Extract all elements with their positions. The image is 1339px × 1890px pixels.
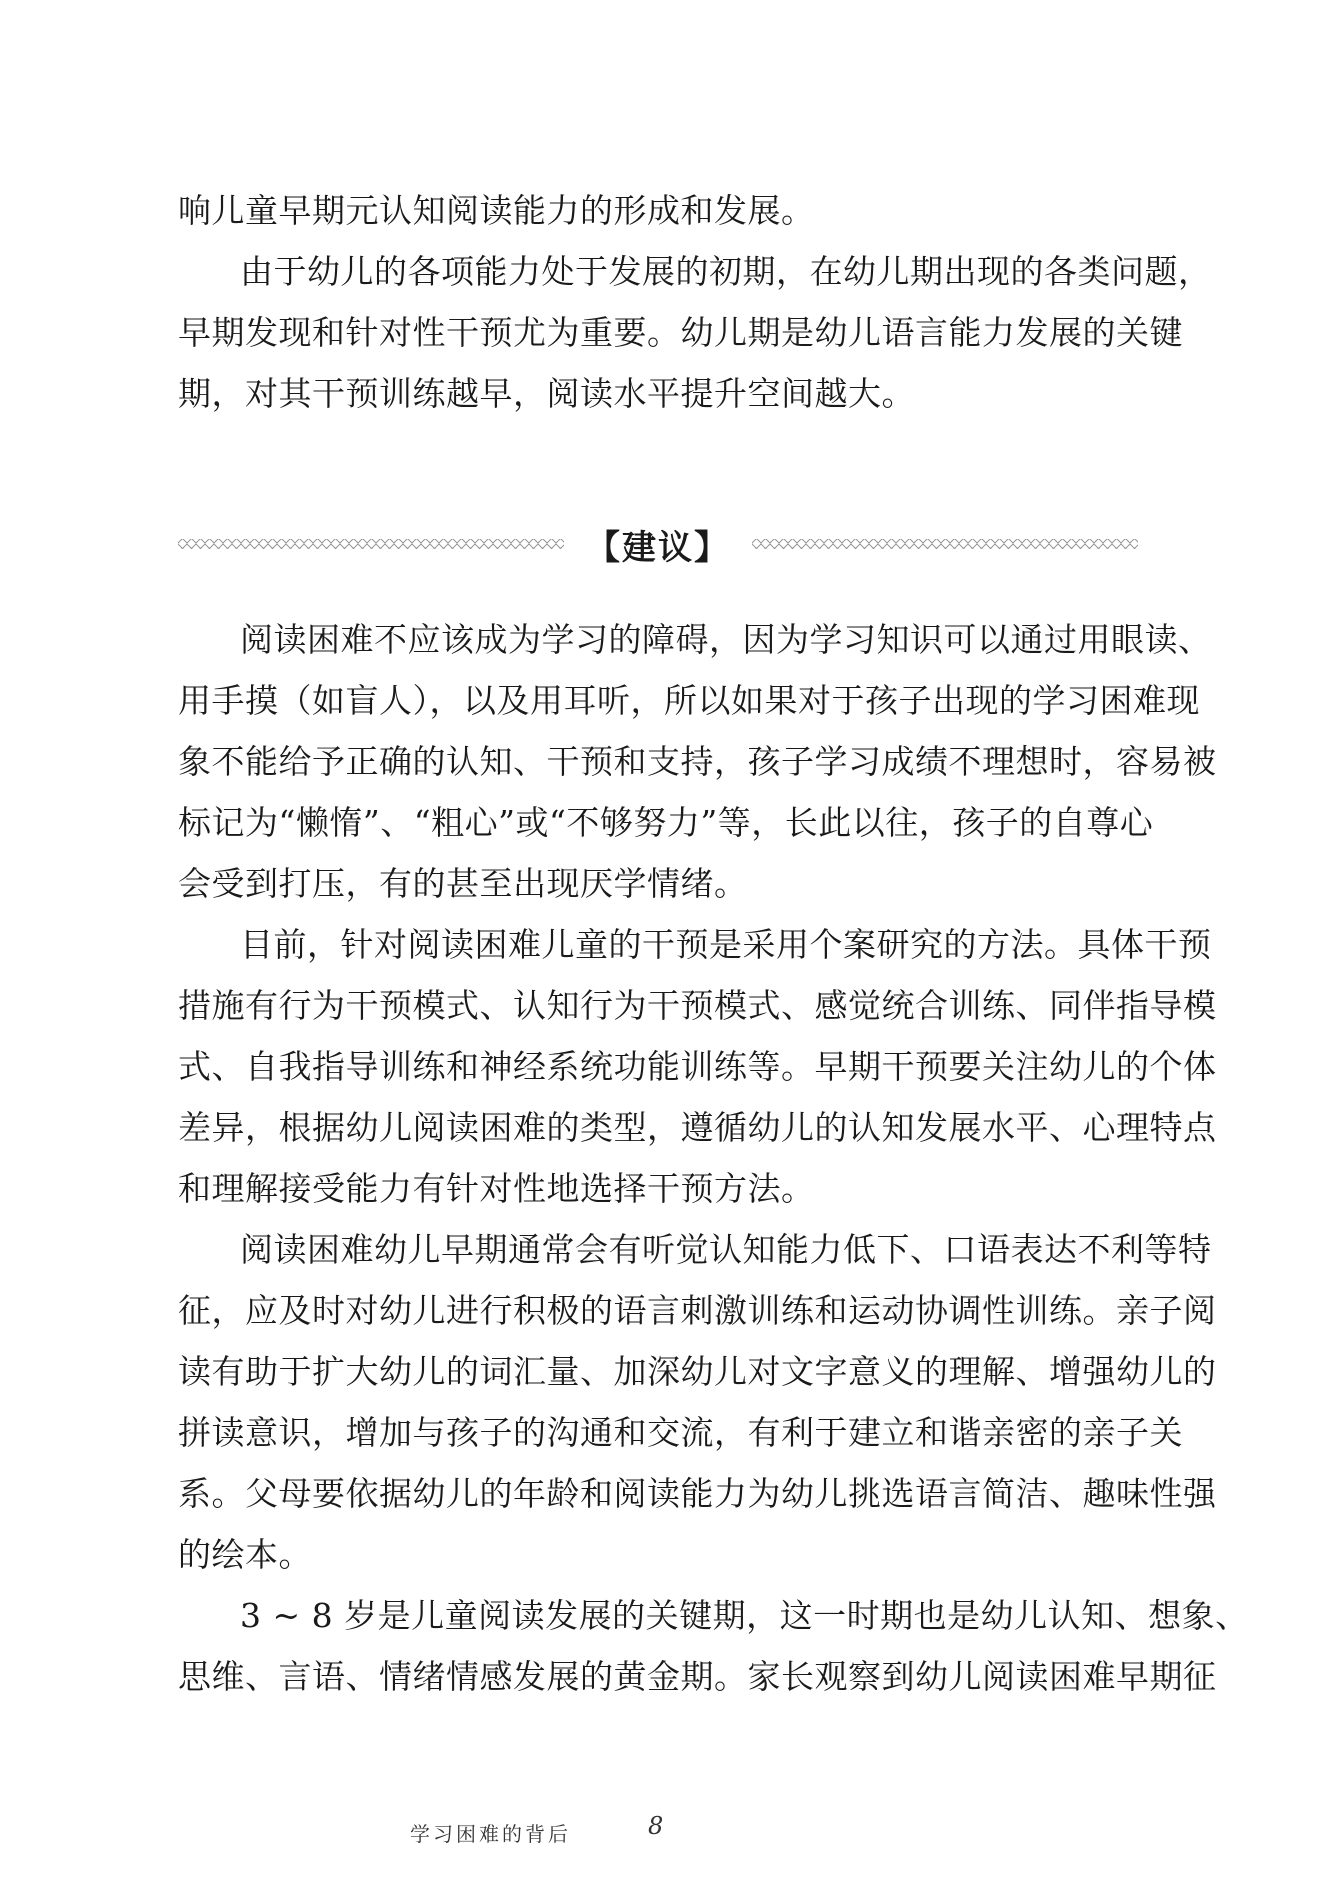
paragraph-line: 目前，针对阅读困难儿童的干预是采用个案研究的方法。具体干预 bbox=[240, 925, 1212, 964]
paragraph-line: 用手摸（如盲人），以及用耳听，所以如果对于孩子出现的学习困难现 bbox=[178, 681, 1200, 720]
paragraph-line: 和理解接受能力有针对性地选择干预方法。 bbox=[178, 1169, 815, 1208]
paragraph-line: 3 ~ 8 岁是儿童阅读发展的关键期，这一时期也是幼儿认知、想象、 bbox=[240, 1596, 1249, 1635]
intro-text bbox=[178, 180, 1212, 424]
paragraph-line: 差异，根据幼儿阅读困难的类型，遵循幼儿的认知发展水平、心理特点 bbox=[178, 1108, 1217, 1147]
paragraph-line: 象不能给予正确的认知、干预和支持，孩子学习成绩不理想时，容易被 bbox=[178, 742, 1217, 781]
ornament-right bbox=[752, 539, 1138, 549]
paragraph-line: 措施有行为干预模式、认知行为干预模式、感觉统合训练、同伴指导模 bbox=[178, 986, 1217, 1025]
footer-book-title: 学习困难的背后 bbox=[410, 1822, 571, 1846]
ornament-left bbox=[178, 539, 564, 549]
paragraph-line: 会受到打压，有的甚至出现厌学情绪。 bbox=[178, 864, 748, 903]
body-text bbox=[178, 609, 1249, 1707]
paragraph-line: 式、自我指导训练和神经系统功能训练等。早期干预要关注幼儿的个体 bbox=[178, 1047, 1217, 1086]
section-heading: 【建议】 bbox=[586, 527, 730, 568]
paragraph-line: 阅读困难幼儿早期通常会有听觉认知能力低下、口语表达不利等特 bbox=[240, 1230, 1212, 1269]
paragraph-line: 系。父母要依据幼儿的年龄和阅读能力为幼儿挑选语言简洁、趣味性强 bbox=[178, 1474, 1217, 1513]
paragraph-line: 阅读困难不应该成为学习的障碍，因为学习知识可以通过用眼读、 bbox=[240, 620, 1212, 659]
paragraph-line: 响儿童早期元认知阅读能力的形成和发展。 bbox=[178, 191, 815, 230]
section-divider bbox=[178, 515, 1138, 573]
paragraph-line: 由于幼儿的各项能力处于发展的初期，在幼儿期出现的各类问题， bbox=[240, 252, 1212, 291]
paragraph-line: 早期发现和针对性干预尤为重要。幼儿期是幼儿语言能力发展的关键 bbox=[178, 313, 1183, 352]
paragraph-line: 期，对其干预训练越早，阅读水平提升空间越大。 bbox=[178, 374, 915, 413]
paragraph-line: 的绘本。 bbox=[178, 1535, 312, 1574]
paragraph-line: 标记为“懒惰”、“粗心”或“不够努力”等，长此以往，孩子的自尊心 bbox=[178, 803, 1154, 842]
paragraph-line: 读有助于扩大幼儿的词汇量、加深幼儿对文字意义的理解、增强幼儿的 bbox=[178, 1352, 1217, 1391]
paragraph-line: 征，应及时对幼儿进行积极的语言刺激训练和运动协调性训练。亲子阅 bbox=[178, 1291, 1217, 1330]
page-number: 8 bbox=[648, 1812, 664, 1840]
paragraph-line: 思维、言语、情绪情感发展的黄金期。家长观察到幼儿阅读困难早期征 bbox=[178, 1657, 1217, 1696]
paragraph-line: 拼读意识，增加与孩子的沟通和交流，有利于建立和谐亲密的亲子关 bbox=[178, 1413, 1183, 1452]
